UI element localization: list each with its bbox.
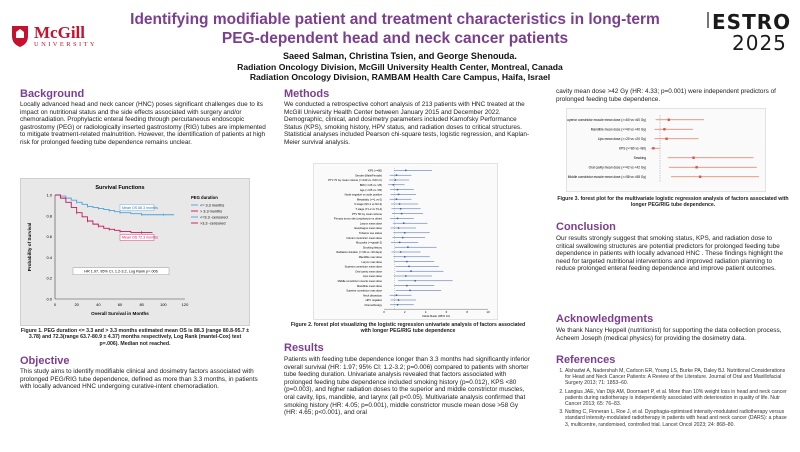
uni-row-label: Larynx mean dose — [359, 222, 382, 226]
km-y-tick: 0.6 — [46, 234, 52, 240]
multi-point — [695, 166, 697, 168]
reference-item: 2. Langius JAE, Van Dijk AM, Doornaert P, et al. More than 10% weight loss in head and neck cancer patients during radiotherapy is independently associated with deterioration in quality of life. Nutr Cancer 2013; 65: 76–83. — [565, 389, 788, 408]
multi-row-label: Smoking — [633, 155, 646, 160]
reference-item: 1. Alshadwi A, Nadershah M, Carlson ER, Young LS, Burke PA, Daley BJ. Nutritional Considerations for Head and Neck Cancer Patients: A Review of the Literature. Journal of Oral and Maxillofacial Surgery 2013; 71: 1853–60. — [565, 368, 788, 387]
km-legend-label: >3.3 -censored — [200, 221, 226, 226]
poster-title: Identifying modifiable patient and treatment characteristics in long-term PEG-dependent head and neck cancer patients — [130, 11, 660, 47]
uni-row-label: Mandible max dose — [358, 256, 382, 259]
uni-x-label: Odds Ratio (95% CI) — [422, 314, 450, 319]
km-y-tick: 1.0 — [46, 192, 52, 198]
conclusion-text: Our results strongly suggest that smoking status, KPS, and radiation dose to critical swallowing structures are potential predictors for prolonged feeding tube dependence in patients with locally advanced HNC . These findings highlight the need for targeted nutritional interventions and improved radiation planning to reduce prolonged enteral feeding dependence and improve patient outcomes. — [556, 235, 783, 273]
multi-point — [652, 147, 654, 149]
uni-point — [398, 227, 400, 229]
uni-row-label: PTV 70 Gy mean volume (>=100 vs <100 cc) — [328, 179, 382, 183]
authors-block — [200, 51, 600, 83]
acknowledgments-text: We thank Nancy Heppell (nutritionist) for supporting the data collection process, Acheem Joseph (medical physics) for providing the dosimetry data. — [556, 327, 782, 342]
uni-point — [398, 299, 400, 301]
acknowledgments-heading: Acknowledgments — [556, 313, 654, 325]
uni-row-label: Mandible mean dose — [357, 284, 382, 288]
uni-point — [397, 304, 399, 306]
km-x-tick: 20 — [74, 302, 79, 307]
uni-row-label: Smoking history — [362, 246, 382, 250]
km-x-tick: 80 — [139, 302, 144, 307]
uni-point — [406, 285, 408, 287]
affiliation-1: Radiation Oncology Division, McGill University Health Center, Montreal, Canada — [237, 61, 563, 72]
km-title: Survival Functions — [95, 185, 145, 191]
uni-row-label: T stage (T1-2 vs T3-4) — [355, 208, 382, 211]
multi-point — [668, 119, 670, 121]
results-continued-text: cavity mean dose >42 Gy (HR: 4.33; p=0.001) were independent predictors of prolonged feeding tube dependence. — [556, 88, 776, 103]
affiliation-2: Radiation Oncology Division, RAMBAM Health Care Campus, Haifa, Israel — [249, 72, 551, 82]
objective-heading: Objective — [20, 355, 70, 367]
mcgill-logo — [10, 24, 110, 50]
uni-x-tick: 8 — [466, 310, 468, 315]
km-legend-label: <=3.3 -censored — [200, 215, 228, 220]
km-y-tick: 0.0 — [46, 296, 52, 302]
references-heading: References — [556, 354, 616, 366]
estro-name: ESTRO — [712, 10, 792, 34]
uni-x-tick: 4 — [424, 310, 427, 315]
poster-header — [0, 0, 800, 88]
uni-point — [403, 222, 405, 224]
km-legend-label: > 3.3 months — [200, 209, 223, 214]
estro-logo — [706, 8, 792, 58]
mcgill-crest-icon — [10, 24, 30, 48]
multi-row-label: Oral cavity mean dose (>=42 vs <42 Gy) — [588, 165, 646, 170]
km-x-tick: 120 — [181, 302, 189, 307]
km-x-tick: 100 — [159, 302, 167, 307]
uni-point — [400, 208, 402, 210]
figure3-forest-plot — [566, 108, 766, 192]
km-y-tick: 0.8 — [46, 213, 52, 219]
uni-point — [399, 203, 401, 205]
background-text: Locally advanced head and neck cancer (HNC) poses significant challenges due to its impact on nutritional status and the side effects associated with surgery and/or chemoradiation. Prophylactic enteral feeding through percutaneous endoscopic gastrostomy (PEG) or radiologically inserted gastrostomy (RIG) tubes are implemented to mitigate treatment-related malnutrition. However, the identification of patients at high risk for prolonged feeding tube dependence remains unclear. — [20, 101, 266, 146]
km-legend-label: <= 3.3 months — [200, 203, 225, 208]
km-annotation: HR 1.97, 95% CI, 1.2-3.2, Log Rank p=.006 — [84, 269, 158, 274]
uni-row-label: Larynx max dose — [361, 260, 382, 264]
uni-row-label: BMI (>=25 vs <25) — [359, 184, 382, 187]
uni-point — [405, 170, 407, 172]
uni-row-label: Inferior constrictor mean dose — [346, 236, 382, 240]
uni-row-label: Oral cavity mean dose — [355, 270, 382, 274]
multi-point — [665, 138, 667, 140]
univariate-forest-svg — [314, 164, 497, 319]
uni-row-label: Node negative vs node positive — [344, 193, 382, 197]
multi-row-label: Superior constrictor muscle mean dose (>=60 vs <60 Gy) — [567, 117, 646, 122]
uni-point — [399, 242, 401, 244]
uni-point — [395, 179, 397, 181]
km-x-label: Overall Survival in Months — [91, 311, 149, 316]
uni-row-label: Gender (Male/Female) — [354, 174, 382, 178]
uni-x-tick: 6 — [445, 310, 448, 315]
uni-point — [406, 261, 408, 263]
uni-point — [407, 246, 409, 248]
uni-row-label: Neck dissection — [363, 294, 382, 298]
uni-row-label: Radiation duration (>=49 vs <49 days) — [336, 251, 382, 255]
multi-row-label: Lips mean dose (>=20 vs <20 Gy) — [597, 136, 646, 141]
uni-point — [402, 237, 404, 239]
uni-row-label: PTV 56 Gy mean volume — [351, 212, 382, 216]
reference-item: 3. Nutting C, Finneran L, Roe J, et al. Dysphagia-optimised intensity-modulated radiotherapy versus standard intensity-modulated radiotherapy in patients with head and neck cancer (DARS): a phase 3, multicentre, randomised, controlled trial. Lancet Oncol 2023; 24: 868–80. — [565, 409, 788, 428]
uni-x-tick: 10 — [486, 310, 490, 315]
uni-row-label: Age (>=65 vs <65) — [359, 188, 382, 192]
references-list — [556, 368, 788, 430]
km-x-tick: 40 — [96, 302, 101, 307]
km-y-tick: 0.4 — [46, 254, 52, 260]
figure1-km-plot — [20, 178, 250, 326]
uni-point — [408, 266, 410, 268]
uni-row-label: Chemotherapy — [364, 304, 382, 307]
uni-point — [410, 270, 412, 272]
conclusion-heading: Conclusion — [556, 221, 616, 233]
uni-point — [404, 256, 406, 258]
methods-heading: Methods — [284, 88, 330, 100]
uni-point — [414, 280, 416, 282]
uni-point — [405, 275, 407, 277]
km-x-tick: 0 — [53, 302, 57, 307]
multi-point — [699, 176, 701, 178]
uni-point — [396, 198, 398, 200]
uni-row-label: HPV negative — [365, 299, 382, 303]
uni-row-label: KPS (>=80) — [367, 169, 382, 173]
author-names: Saeed Salman, Christina Tsien, and George Shenouda. — [283, 51, 517, 61]
km-legend-title: PEG duration — [191, 195, 218, 200]
figure2-forest-plot — [313, 163, 498, 320]
uni-point — [404, 232, 406, 234]
uni-point — [396, 174, 398, 176]
uni-row-label: Tobacco use status — [358, 232, 382, 235]
uni-row-label: Superior constrictor max dose — [346, 289, 382, 293]
multivariate-forest-svg — [567, 109, 765, 191]
uni-row-label: Middle constrictor muscle mean dose — [337, 280, 382, 283]
km-y-label: Probability of Survival — [27, 222, 32, 272]
objective-text: This study aims to identify modifiable clinical and dosimetry factors associated with prolonged PEG/RIG tube dependence, defined as more than 3.3 months, in patients with locally advanced HNC undergoing curative-intent chemoradiation. — [20, 368, 258, 391]
km-annotation: Mean OS 72.3 months — [122, 235, 158, 240]
mcgill-name: McGill — [34, 23, 85, 42]
uni-x-tick: 0 — [383, 310, 385, 315]
uni-row-label: Mucositis (>=grade 3) — [356, 241, 382, 245]
results-heading: Results — [284, 342, 324, 354]
uni-row-label: N stage (N0-1 vs N2-3) — [354, 203, 382, 207]
results-text: Patients with feeding tube dependence longer than 3.3 months had significantly inferior overall survival (HR: 1.97; 95% CI: 1.2-3.2; p=0.006) compared to patients with shorter tube feeding duration. Univariate analysis revealed that factors associated with prolonged feeding tube dependence included smoking history (p=0.012), KPS <80 (p=0.003), and higher radiation doses to the superior and middle constrictor muscles, oral cavity, lips, mandible, and larynx (all p<0.05). Multivariate analysis confirmed that smoking history (HR: 4.05; p=0.001), middle constrictor muscle mean dose >58 Gy (HR: 4.65; p<0.001), and oral — [284, 356, 530, 417]
uni-x-tick: 2 — [404, 310, 406, 315]
methods-text: We conducted a retrospective cohort analysis of 213 patients with HNC treated at the McGill University Health Center between January 2015 and December 2022. Demographic, clinical, and dosimetry parameters included Karnofsky Performance Status (KPS), smoking history, HPV status, and radiation doses to critical structures. Statistical analyses included Pearson chi-square tests, logistic regression, and Kaplan-Meier survival analysis. — [284, 101, 530, 146]
km-y-tick: 0.2 — [46, 275, 52, 281]
multi-point — [663, 128, 665, 130]
uni-point — [398, 194, 400, 196]
uni-point — [392, 184, 394, 186]
km-annotation: Mean OS 88.3 months — [122, 205, 158, 210]
background-heading: Background — [20, 88, 85, 100]
km-svg — [21, 179, 249, 325]
mcgill-subtitle: UNIVERSITY — [34, 41, 97, 48]
uni-point — [397, 189, 399, 191]
uni-point — [409, 290, 411, 292]
uni-row-label: Metastatic (>=1 vs 0) — [356, 198, 382, 202]
figure2-caption: Figure 2. forest plot visualizing the logistic regression univariate analysis of factors associated with longer PEG/RIG tube dependence — [290, 322, 526, 335]
uni-point — [400, 251, 402, 253]
uni-row-label: Esophagus mean dose — [354, 227, 382, 231]
uni-row-label: Primary tumor site (oropharynx vs other) — [333, 217, 382, 221]
uni-point — [397, 218, 399, 220]
multi-row-label: Middle constrictor muscle mean dose (>=58 vs <58 Gy) — [567, 174, 646, 179]
multi-point — [692, 157, 694, 159]
uni-row-label: Lips mean dose — [363, 275, 382, 279]
figure1-caption: Figure 1. PEG duration <= 3.3 and > 3.3 months estimated mean OS is 88.3 (range 80.8-95.7 ± 3.78) and 72.3(range 63.7-80.9 ± 4.37) months respectively, Log Rank (mantel-Cox) test p=.006). Median not reached. — [20, 328, 250, 347]
uni-row-label: Superior constrictor mean dose — [344, 265, 382, 269]
uni-point — [401, 213, 403, 215]
figure3-caption: Figure 3. forest plot for the multivariate logistic regression analysis of factors associated with longer PEG/RIG tube dependence. — [557, 196, 789, 209]
multi-row-label: KPS (>=80 vs <80) — [618, 146, 646, 151]
multi-row-label: Mandible mean dose (>=40 vs <40 Gy) — [590, 127, 646, 132]
estro-year: 2025 — [732, 31, 787, 55]
km-x-tick: 60 — [117, 302, 123, 307]
uni-point — [396, 294, 398, 296]
